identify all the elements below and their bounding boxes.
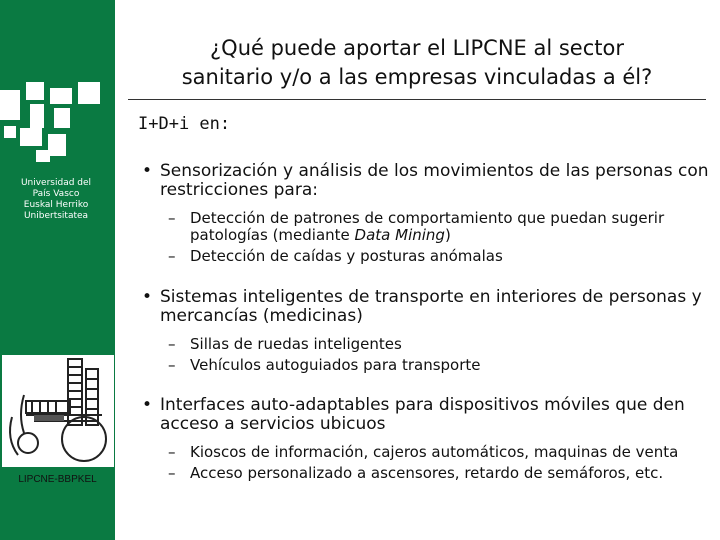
sub-item-text: Detección de caídas y posturas anómalas [190,247,503,265]
university-name-line: Unibertsitatea [23,211,89,221]
university-logo-icon [0,78,110,168]
sub-item [138,336,713,353]
sub-item-text: Vehículos autoguiados para transporte [190,356,481,374]
sidebar [0,0,115,540]
bullet-text: • Sistemas inteligentes de transporte en interiores de personas y mercancías (medicinas) [138,288,713,326]
slide-title-line: sanitario y/o a las empresas vinculadas a él? [181,65,653,89]
dash-icon: – [168,443,176,461]
dash-icon: – [168,464,176,482]
dash-icon: – [168,335,176,353]
sub-item-text: ) [444,226,451,244]
sub-item [138,210,713,244]
title-divider [128,99,706,100]
dash-icon: – [168,356,176,374]
sub-item-text: Detección de patrones de comportamiento que puedan sugerir patologías (mediante [190,209,665,244]
sub-item-text: Kioscos de información, cajeros automáticos, maquinas de venta [190,443,679,461]
sub-item-text: Sillas de ruedas inteligentes [190,335,402,353]
university-name [2,178,110,222]
sub-item [138,465,713,482]
bullet-text: • Interfaces auto-adaptables para dispositivos móviles que den acceso a servicios ubicuos [138,396,713,434]
sub-item-text: Acceso personalizado a ascensores, retardo de semáforos, etc. [190,464,664,482]
sub-item [138,248,713,265]
bullet-item [138,288,713,374]
bullet-text: • Sensorización y análisis de los movimientos de las personas con restricciones para: [138,162,713,200]
lab-logo-icon [2,355,114,467]
dash-icon: – [168,209,176,227]
university-name-line: Euskal Herriko [23,200,89,210]
dash-icon: – [168,247,176,265]
slide-title-line: ¿Qué puede aportar el LIPCNE al sector [210,36,624,60]
sub-item [138,357,713,374]
slide-title [122,34,712,92]
lab-name: LIPCNE-BBPKEL [18,474,97,485]
university-name-line: País Vasco [32,189,80,199]
sub-item-emphasis: Data Mining [354,226,445,244]
university-name-line: Universidad del [20,178,92,188]
bullet-item [138,162,713,265]
bullet-item [138,396,713,482]
subheading: I+D+i en: [138,114,231,134]
sub-item [138,444,713,461]
